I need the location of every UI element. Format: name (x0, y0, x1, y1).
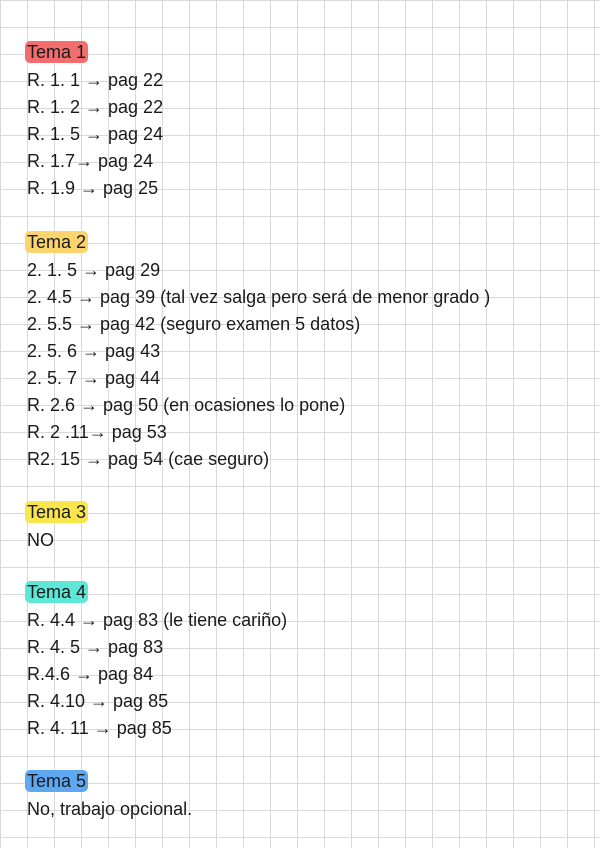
note-line: 2. 1. 5 → pag 29 (27, 260, 161, 280)
note-line: 2. 5.5 → pag 42 (seguro examen 5 datos) (27, 314, 361, 334)
note-line: NO (27, 530, 54, 550)
section-heading: Tema 5 (27, 771, 87, 791)
section-tema-2 (27, 230, 490, 473)
note-line: R. 1.9 → pag 25 (27, 178, 159, 198)
section-heading: Tema 3 (27, 502, 87, 522)
note-line: No, trabajo opcional. (27, 799, 193, 819)
note-line: R. 4. 5 → pag 83 (27, 637, 164, 657)
section-heading: Tema 4 (27, 582, 87, 602)
note-line: R. 4.10 → pag 85 (27, 691, 169, 711)
section-heading: Tema 2 (27, 232, 87, 252)
section-tema-1 (27, 40, 163, 202)
section-tema-4 (27, 580, 287, 742)
section-heading-row (27, 769, 192, 796)
section-heading-row (27, 230, 490, 257)
section-tema-3 (27, 500, 88, 554)
note-line: R. 1. 1 → pag 22 (27, 70, 164, 90)
note-line: R. 1. 5 → pag 24 (27, 124, 164, 144)
note-line: 2. 4.5 → pag 39 (tal vez salga pero será de menor grado ) (27, 287, 491, 307)
note-line: R. 2 .11→ pag 53 (27, 422, 167, 442)
note-line: R. 1. 2 → pag 22 (27, 97, 164, 117)
note-line: 2. 5. 7 → pag 44 (27, 368, 161, 388)
section-tema-5 (27, 769, 192, 823)
note-line: R2. 15 → pag 54 (cae seguro) (27, 449, 270, 469)
note-line: R. 4. 11 → pag 85 (27, 718, 172, 738)
section-heading-row (27, 580, 287, 607)
note-line: R. 2.6 → pag 50 (en ocasiones lo pone) (27, 395, 346, 415)
note-line: R.4.6 → pag 84 (27, 664, 154, 684)
note-line: R. 1.7→ pag 24 (27, 151, 154, 171)
note-line: R. 4.4 → pag 83 (le tiene cariño) (27, 610, 288, 630)
section-heading: Tema 1 (27, 42, 87, 62)
note-line: 2. 5. 6 → pag 43 (27, 341, 161, 361)
section-heading-row (27, 40, 163, 67)
section-heading-row (27, 500, 88, 527)
